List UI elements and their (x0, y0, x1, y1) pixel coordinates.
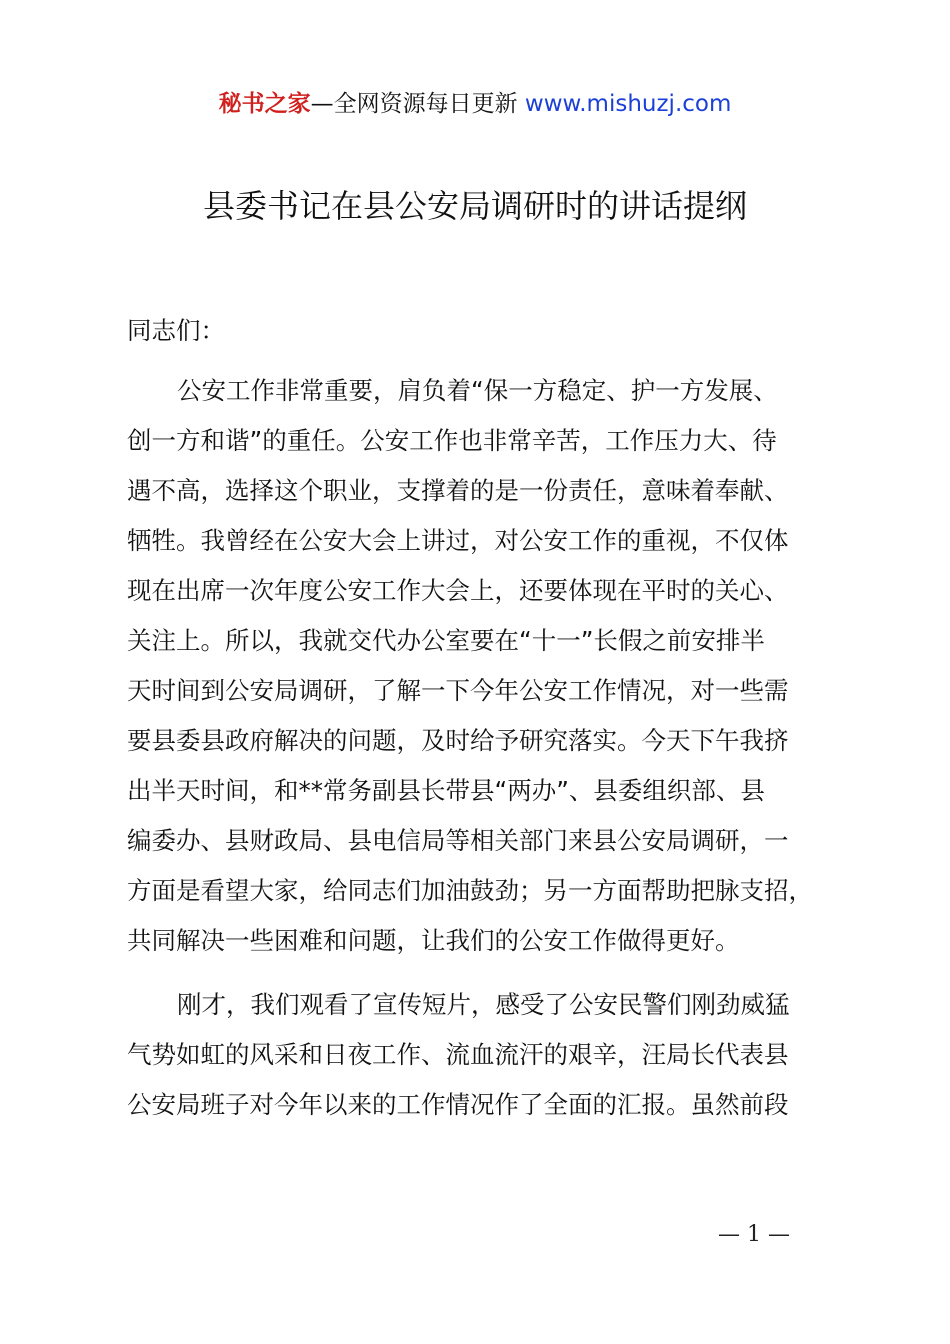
text-line: 气势如虹的风采和日夜工作、流血流汗的艰辛，汪局长代表县 (127, 1040, 789, 1069)
text-line: 现在出席一次年度公安工作大会上，还要体现在平时的关心、 (127, 576, 789, 605)
salutation: 同志们： (127, 316, 225, 345)
text-line: 公安局班子对今年以来的工作情况作了全面的汇报。虽然前段 (127, 1090, 789, 1119)
brand-name: 秘书之家 (218, 91, 311, 117)
site-header (0, 86, 950, 122)
text-line: 出半天时间，和**常务副县长带县“两办”、县委组织部、县 (127, 776, 765, 805)
paragraph-1 (127, 366, 839, 966)
paragraph-2 (127, 980, 839, 1130)
text-line: 创一方和谐”的重任。公安工作也非常辛苦，工作压力大、待 (127, 426, 777, 455)
site-url-link[interactable]: www.mishuzj.com (517, 91, 732, 117)
text-line: 共同解决一些困难和问题，让我们的公安工作做得更好。 (127, 926, 740, 955)
text-line: 刚才，我们观看了宣传短片，感受了公安民警们刚劲威猛 (177, 990, 790, 1019)
text-line: 关注上。所以，我就交代办公室要在“十一”长假之前安排半 (127, 626, 765, 655)
text-line: 编委办、县财政局、县电信局等相关部门来县公安局调研，一 (127, 826, 789, 855)
text-line: 遇不高，选择这个职业，支撑着的是一份责任，意味着奉献、 (127, 476, 789, 505)
page-number: — 1 — (718, 1222, 790, 1247)
text-line: 要县委县政府解决的问题，及时给予研究落实。今天下午我挤 (127, 726, 789, 755)
document-title: 县委书记在县公安局调研时的讲话提纲 (202, 187, 747, 225)
text-line: 方面是看望大家，给同志们加油鼓劲；另一方面帮助把脉支招， (127, 876, 813, 905)
text-line: 天时间到公安局调研，了解一下今年公安工作情况，对一些需 (127, 676, 789, 705)
header-tagline: —全网资源每日更新 (310, 91, 518, 117)
text-line: 牺牲。我曾经在公安大会上讲过，对公安工作的重视，不仅体 (127, 526, 789, 555)
text-line: 公安工作非常重要，肩负着“保一方稳定、护一方发展、 (177, 376, 778, 405)
